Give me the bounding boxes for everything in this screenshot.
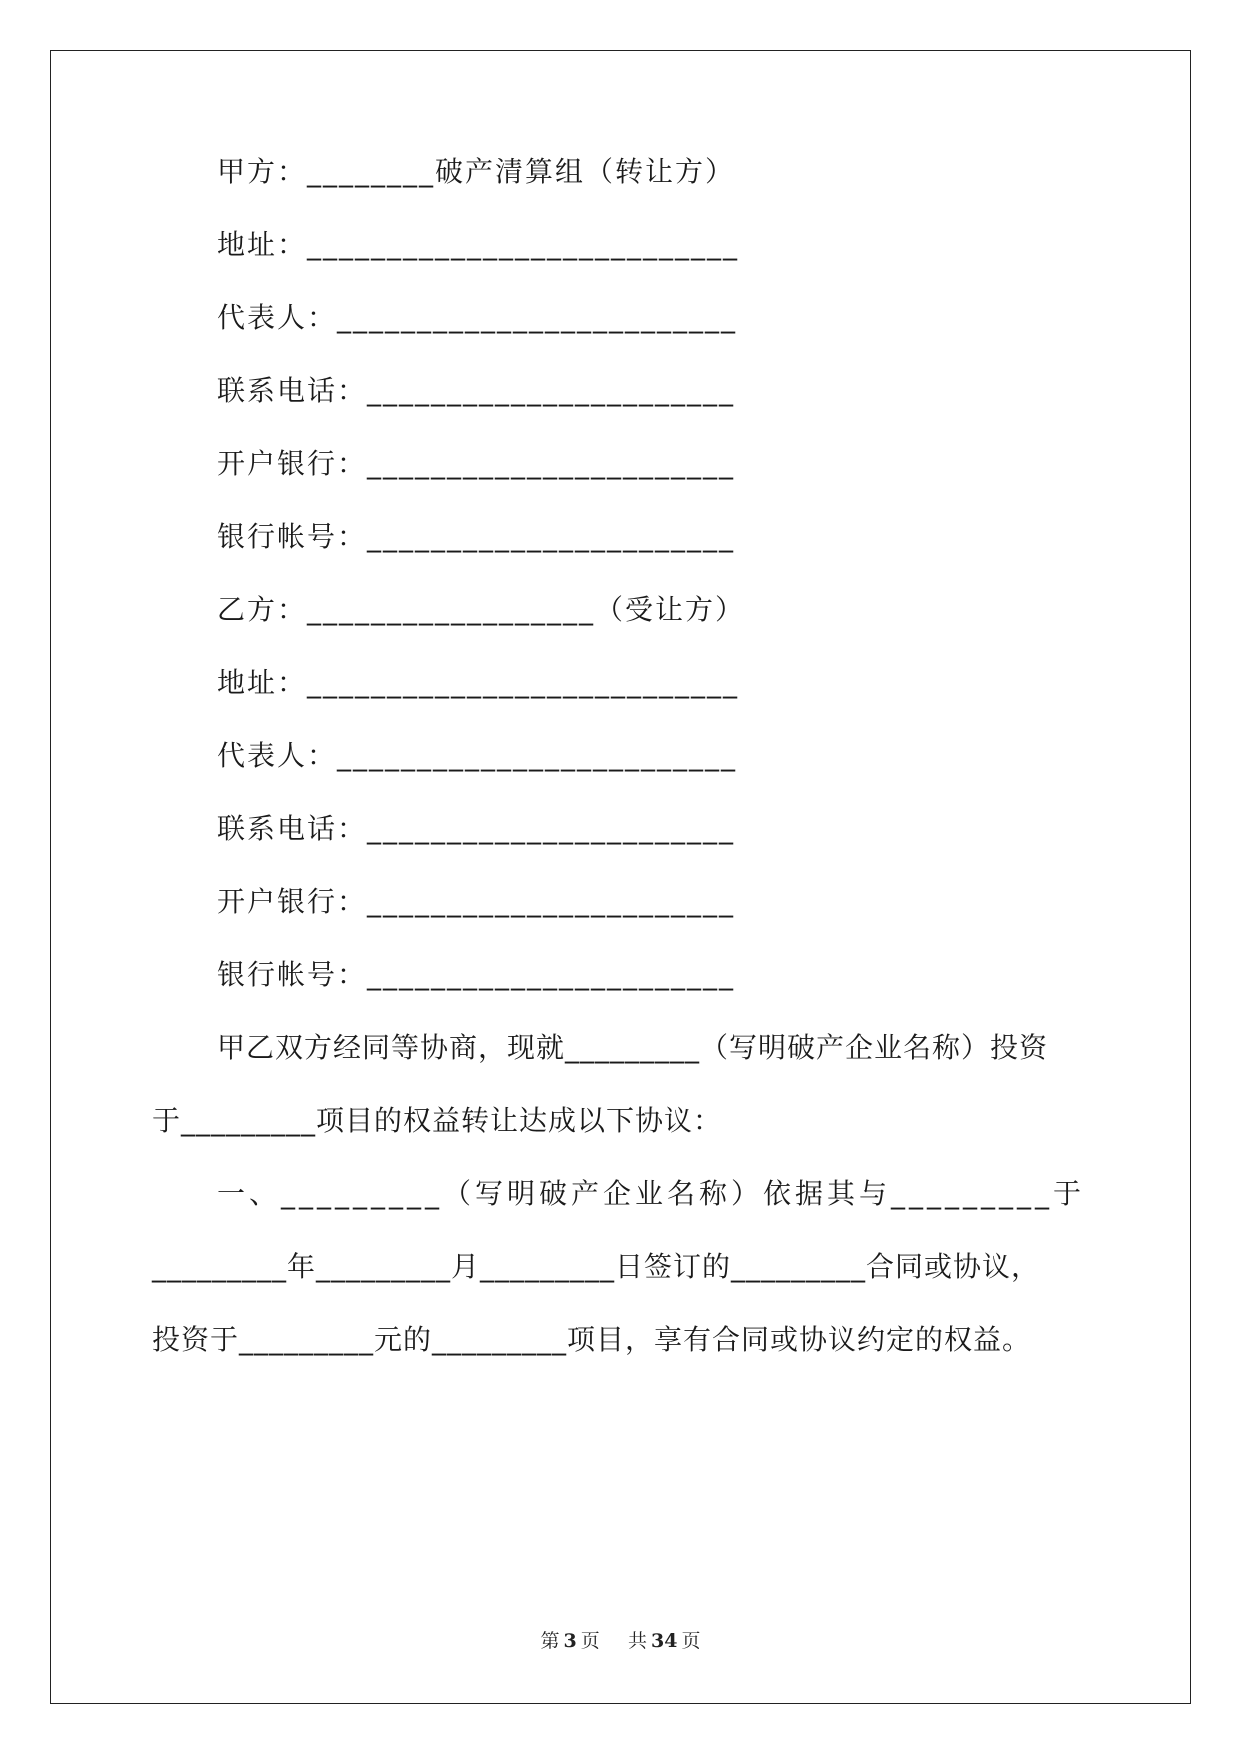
page-number: 3 xyxy=(563,1630,577,1652)
intro-line-1: 甲乙双方经同等协商，现就_________（写明破产企业名称）投资 xyxy=(217,1031,1049,1064)
party-b-account: 银行帐号：_______________________ xyxy=(217,958,736,991)
total-pages: 34 xyxy=(650,1630,678,1652)
total-prefix: 共 xyxy=(627,1630,647,1652)
page-suffix: 页 xyxy=(580,1630,600,1652)
page-prefix: 第 xyxy=(540,1630,560,1652)
party-b-phone: 联系电话：_______________________ xyxy=(217,812,736,845)
party-a-account: 银行帐号：_______________________ xyxy=(217,520,736,553)
party-a-phone: 联系电话：_______________________ xyxy=(217,374,736,407)
party-b-bank: 开户银行：_______________________ xyxy=(217,885,736,918)
page-border xyxy=(50,50,1191,1704)
page-footer xyxy=(0,1626,1241,1653)
party-b-name-line: 乙方：__________________（受让方） xyxy=(217,593,746,626)
party-a-name-line: 甲方：________破产清算组（转让方） xyxy=(217,155,736,188)
party-a-bank: 开户银行：_______________________ xyxy=(217,447,736,480)
intro-line-2: 于_________项目的权益转让达成以下协议： xyxy=(152,1104,723,1137)
party-b-address: 地址：___________________________ xyxy=(217,666,740,699)
clause-1-line-2: _________年_________月_________日签订的_________合同或协议， xyxy=(152,1250,1041,1283)
party-a-representative: 代表人：_________________________ xyxy=(217,301,738,334)
party-a-address: 地址：___________________________ xyxy=(217,228,740,261)
clause-1-line-3: 投资于_________元的_________项目，享有合同或协议约定的权益。 xyxy=(152,1323,1032,1356)
clause-1-line-1: 一、_________（写明破产企业名称）依据其与_________于 xyxy=(217,1177,1086,1210)
total-suffix: 页 xyxy=(681,1630,701,1652)
party-b-representative: 代表人：_________________________ xyxy=(217,739,738,772)
